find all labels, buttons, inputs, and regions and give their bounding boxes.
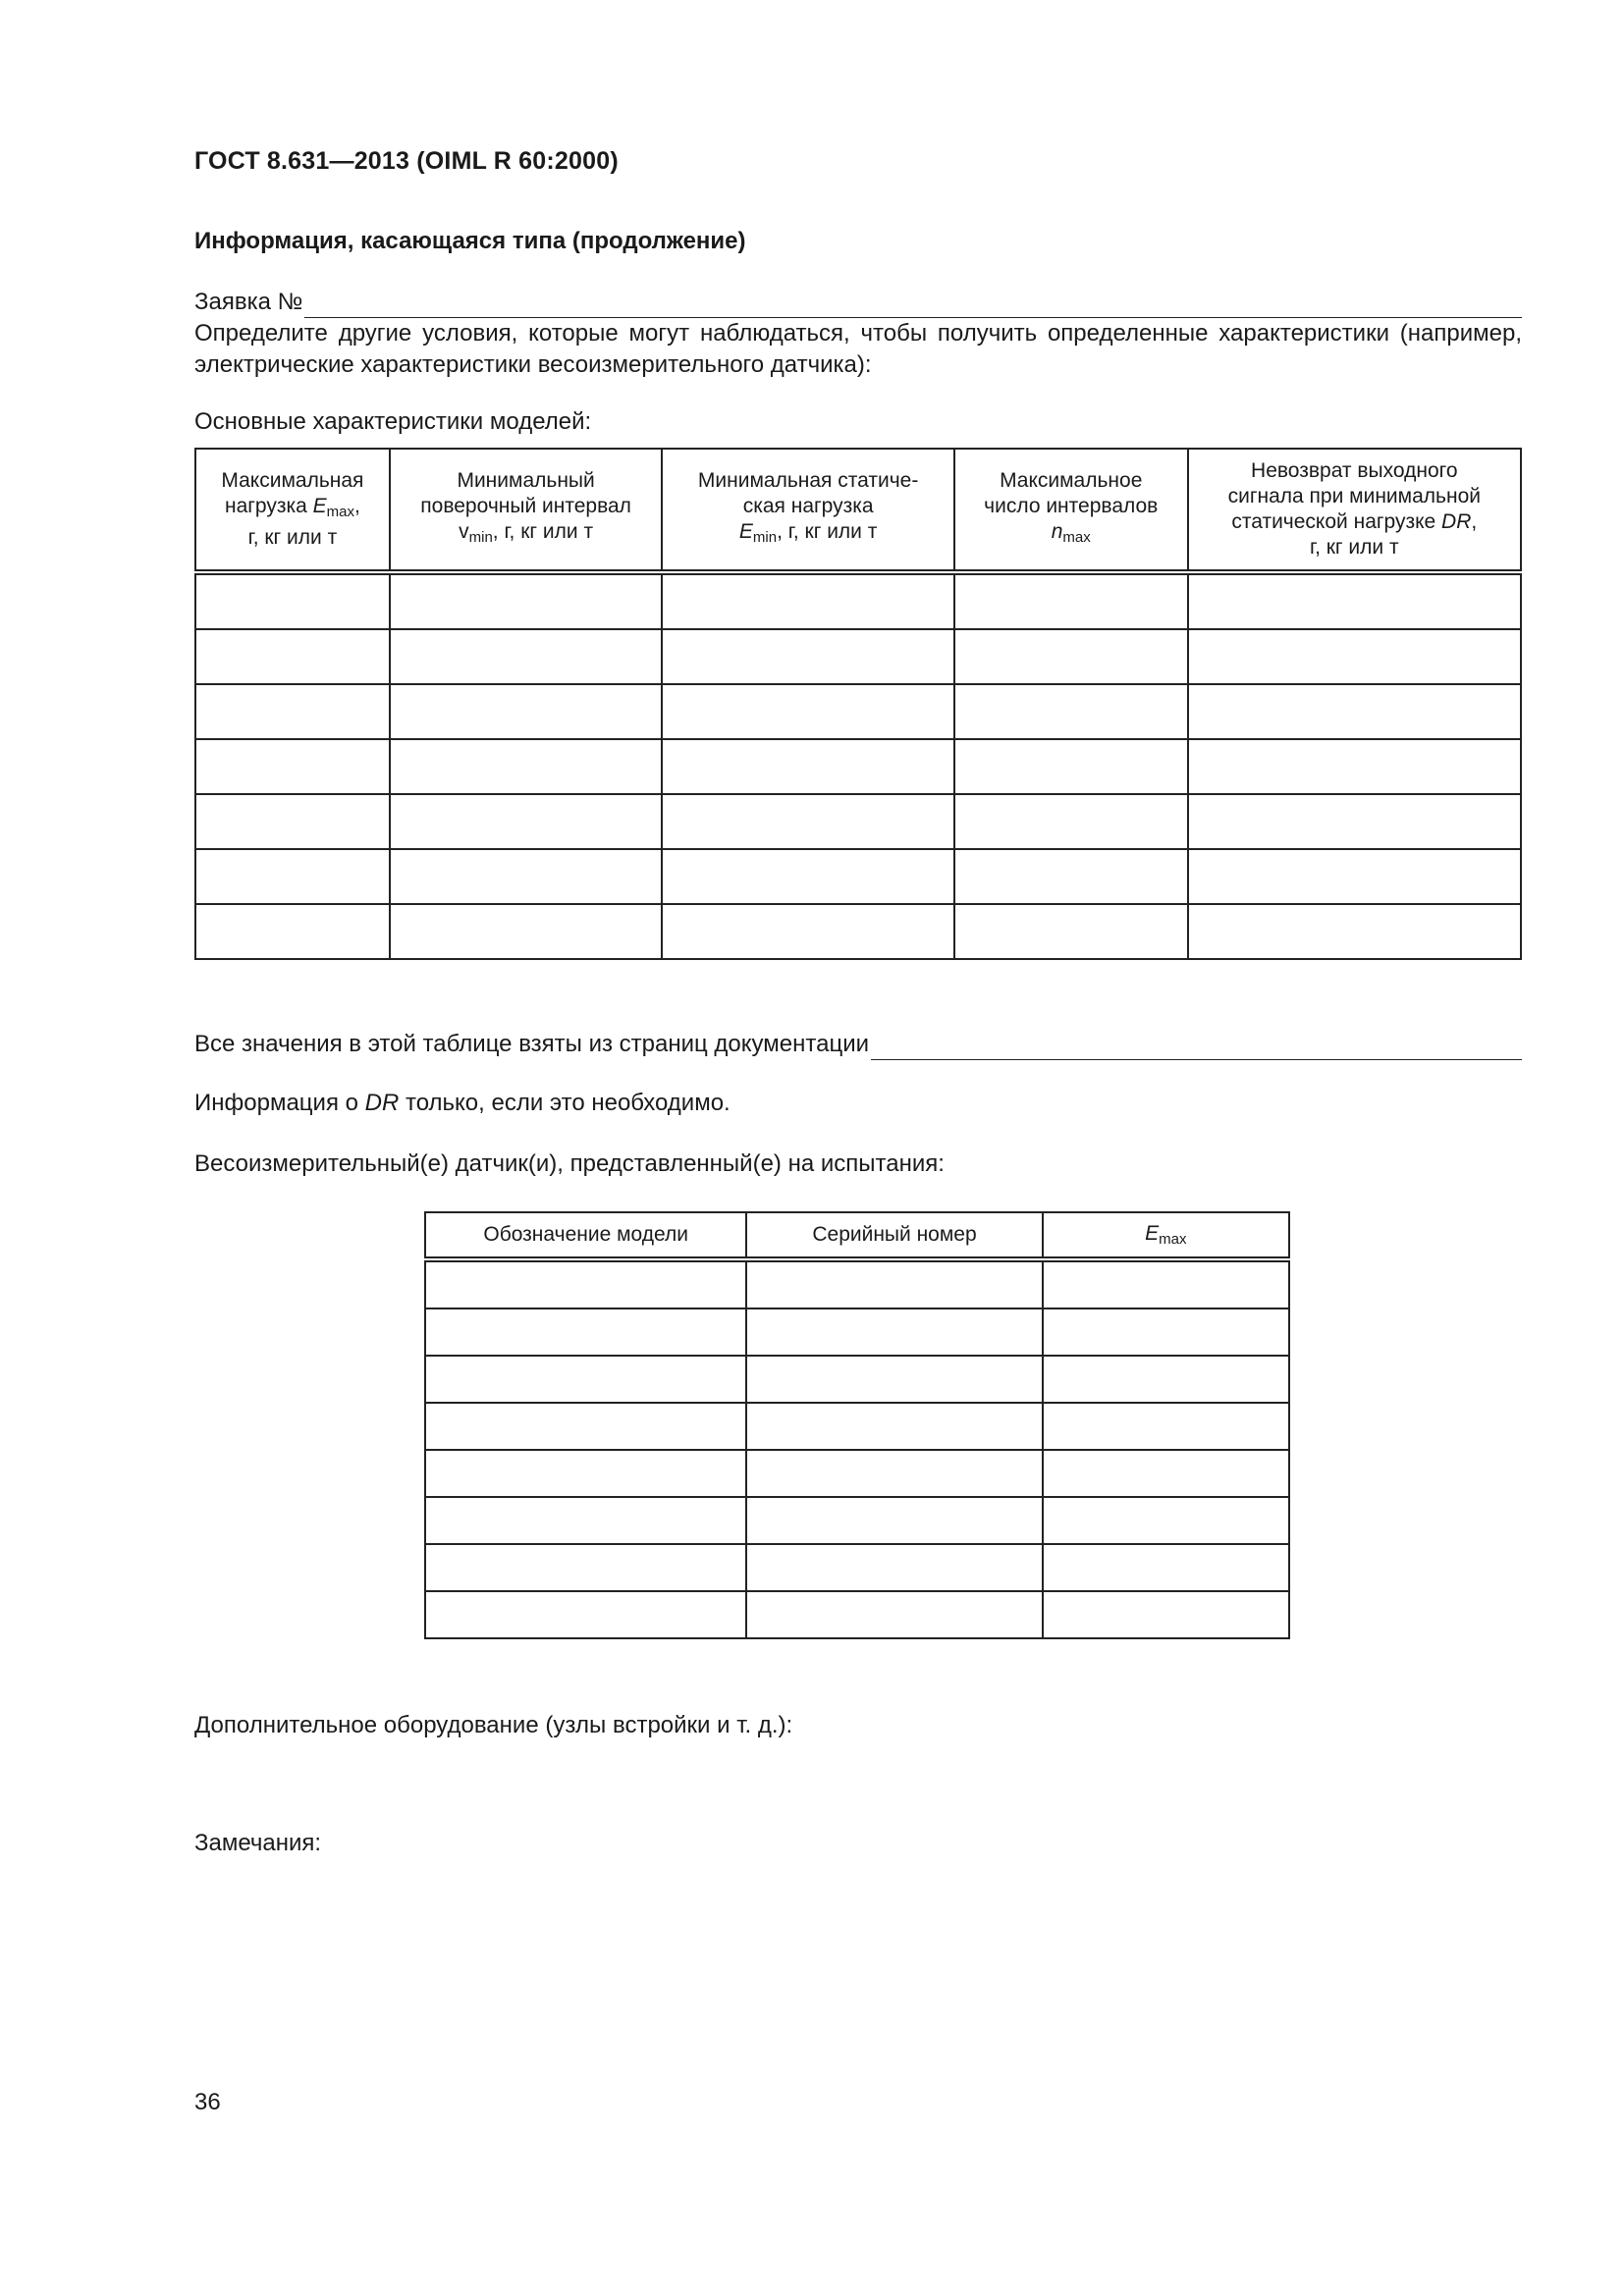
load-cells-table bbox=[424, 1211, 1290, 1639]
load-cells-table-cell[interactable] bbox=[1043, 1356, 1289, 1403]
load-cells-table-row bbox=[425, 1544, 1289, 1591]
models-table-cell[interactable] bbox=[662, 629, 954, 684]
models-table-cell[interactable] bbox=[1188, 629, 1521, 684]
load-cells-table-cell[interactable] bbox=[425, 1450, 746, 1497]
load-cells-table-cell[interactable] bbox=[1043, 1497, 1289, 1544]
dr-note: Информация о DR только, если это необходимо. bbox=[194, 1090, 731, 1116]
load-cells-table-cell[interactable] bbox=[1043, 1544, 1289, 1591]
models-table-cell[interactable] bbox=[1188, 684, 1521, 739]
models-table-cell[interactable] bbox=[390, 739, 663, 794]
models-table-cell[interactable] bbox=[390, 629, 663, 684]
application-number-row bbox=[194, 287, 1522, 318]
load-cells-table-row bbox=[425, 1259, 1289, 1308]
models-table-cell[interactable] bbox=[195, 572, 390, 629]
col-model-designation: Обозначение модели bbox=[425, 1212, 746, 1259]
load-cells-table-cell[interactable] bbox=[746, 1591, 1042, 1638]
col-return-output: Невозврат выходного сигнала при минимальной статической нагрузке DR, г, кг или т bbox=[1188, 449, 1521, 572]
source-note-label: Все значения в этой таблице взяты из страниц документации bbox=[194, 1031, 870, 1057]
models-table-cell[interactable] bbox=[195, 794, 390, 849]
source-pages-field[interactable] bbox=[871, 1034, 1522, 1060]
load-cells-table-cell[interactable] bbox=[746, 1259, 1042, 1308]
models-table-cell[interactable] bbox=[1188, 849, 1521, 904]
instructions-paragraph: Определите другие условия, которые могут наблюдаться, чтобы получить определенные характеристики (например, электрические характеристики весоизмерительного датчика): bbox=[194, 320, 1522, 378]
load-cells-table-cell[interactable] bbox=[746, 1356, 1042, 1403]
models-table-cell[interactable] bbox=[195, 849, 390, 904]
load-cells-label: Весоизмерительный(е) датчик(и), представленный(е) на испытания: bbox=[194, 1150, 945, 1177]
models-table-cell[interactable] bbox=[1188, 794, 1521, 849]
load-cells-table-cell[interactable] bbox=[746, 1403, 1042, 1450]
load-cells-table-cell[interactable] bbox=[1043, 1450, 1289, 1497]
models-table-cell[interactable] bbox=[390, 849, 663, 904]
models-table-cell[interactable] bbox=[954, 794, 1188, 849]
models-table-cell[interactable] bbox=[195, 739, 390, 794]
models-table-cell[interactable] bbox=[954, 739, 1188, 794]
col-max-load: Максимальная нагрузка $E_{max}$, г, кг или т bbox=[195, 449, 390, 572]
load-cells-table-cell[interactable] bbox=[1043, 1403, 1289, 1450]
models-table-cell[interactable] bbox=[662, 684, 954, 739]
load-cells-table-row bbox=[425, 1450, 1289, 1497]
load-cells-table-cell[interactable] bbox=[425, 1403, 746, 1450]
models-table-cell[interactable] bbox=[662, 904, 954, 959]
load-cells-table-row bbox=[425, 1403, 1289, 1450]
models-table-row bbox=[195, 739, 1521, 794]
load-cells-table-row bbox=[425, 1591, 1289, 1638]
load-cells-table-row bbox=[425, 1497, 1289, 1544]
source-note-row bbox=[194, 1029, 1522, 1060]
models-table-cell[interactable] bbox=[954, 572, 1188, 629]
models-table-body bbox=[195, 572, 1521, 959]
load-cells-table-cell[interactable] bbox=[425, 1497, 746, 1544]
col-serial-number: Серийный номер bbox=[746, 1212, 1042, 1259]
load-cells-table-cell[interactable] bbox=[425, 1591, 746, 1638]
models-table-cell[interactable] bbox=[1188, 904, 1521, 959]
col-min-verification-interval: Минимальный поверочный интервал $v_{min}$, г, кг или т bbox=[390, 449, 663, 572]
load-cells-table-row bbox=[425, 1356, 1289, 1403]
models-table-cell[interactable] bbox=[662, 794, 954, 849]
load-cells-table-row bbox=[425, 1308, 1289, 1356]
load-cells-table-cell[interactable] bbox=[1043, 1259, 1289, 1308]
models-table-cell[interactable] bbox=[195, 684, 390, 739]
models-table-cell[interactable] bbox=[1188, 572, 1521, 629]
models-table-cell[interactable] bbox=[390, 572, 663, 629]
load-cells-table-cell[interactable] bbox=[1043, 1308, 1289, 1356]
load-cells-table-cell[interactable] bbox=[746, 1497, 1042, 1544]
models-table-cell[interactable] bbox=[195, 904, 390, 959]
load-cells-table-cell[interactable] bbox=[425, 1356, 746, 1403]
load-cells-table-cell[interactable] bbox=[1043, 1591, 1289, 1638]
load-cells-table-body bbox=[425, 1259, 1289, 1638]
load-cells-table-cell[interactable] bbox=[746, 1308, 1042, 1356]
models-table-cell[interactable] bbox=[390, 684, 663, 739]
models-table-row bbox=[195, 849, 1521, 904]
remarks-label: Замечания: bbox=[194, 1830, 322, 1856]
models-table-cell[interactable] bbox=[195, 629, 390, 684]
application-number-label: Заявка № bbox=[194, 289, 303, 315]
models-table-cell[interactable] bbox=[390, 794, 663, 849]
models-table-row bbox=[195, 629, 1521, 684]
standard-title: ГОСТ 8.631—2013 (OIML R 60:2000) bbox=[194, 147, 619, 175]
load-cells-table-cell[interactable] bbox=[425, 1259, 746, 1308]
models-table-cell[interactable] bbox=[662, 739, 954, 794]
load-cells-table-cell[interactable] bbox=[425, 1308, 746, 1356]
application-number-field[interactable] bbox=[304, 292, 1522, 318]
page-number: 36 bbox=[194, 2089, 221, 2115]
models-table-row bbox=[195, 794, 1521, 849]
models-table-cell[interactable] bbox=[1188, 739, 1521, 794]
models-table-cell[interactable] bbox=[390, 904, 663, 959]
models-table bbox=[194, 448, 1522, 960]
load-cells-table-cell[interactable] bbox=[746, 1450, 1042, 1497]
load-cells-table-cell[interactable] bbox=[746, 1544, 1042, 1591]
models-label: Основные характеристики моделей: bbox=[194, 408, 592, 435]
models-table-row bbox=[195, 572, 1521, 629]
models-table-cell[interactable] bbox=[954, 849, 1188, 904]
models-table-cell[interactable] bbox=[954, 904, 1188, 959]
models-table-cell[interactable] bbox=[662, 849, 954, 904]
models-table-cell[interactable] bbox=[954, 629, 1188, 684]
models-table-cell[interactable] bbox=[954, 684, 1188, 739]
col-max-intervals: Максимальное число интервалов $n_{max}$ bbox=[954, 449, 1188, 572]
section-title: Информация, касающаяся типа (продолжение) bbox=[194, 228, 746, 254]
col-min-dead-load: Минимальная статиче- ская нагрузка $E_{min}$, г, кг или т bbox=[662, 449, 954, 572]
models-table-cell[interactable] bbox=[662, 572, 954, 629]
models-table-row bbox=[195, 684, 1521, 739]
models-table-row bbox=[195, 904, 1521, 959]
load-cells-table-cell[interactable] bbox=[425, 1544, 746, 1591]
extra-equipment-label: Дополнительное оборудование (узлы встройки и т. д.): bbox=[194, 1712, 793, 1738]
col-emax: $E_{max}$ bbox=[1043, 1212, 1289, 1259]
